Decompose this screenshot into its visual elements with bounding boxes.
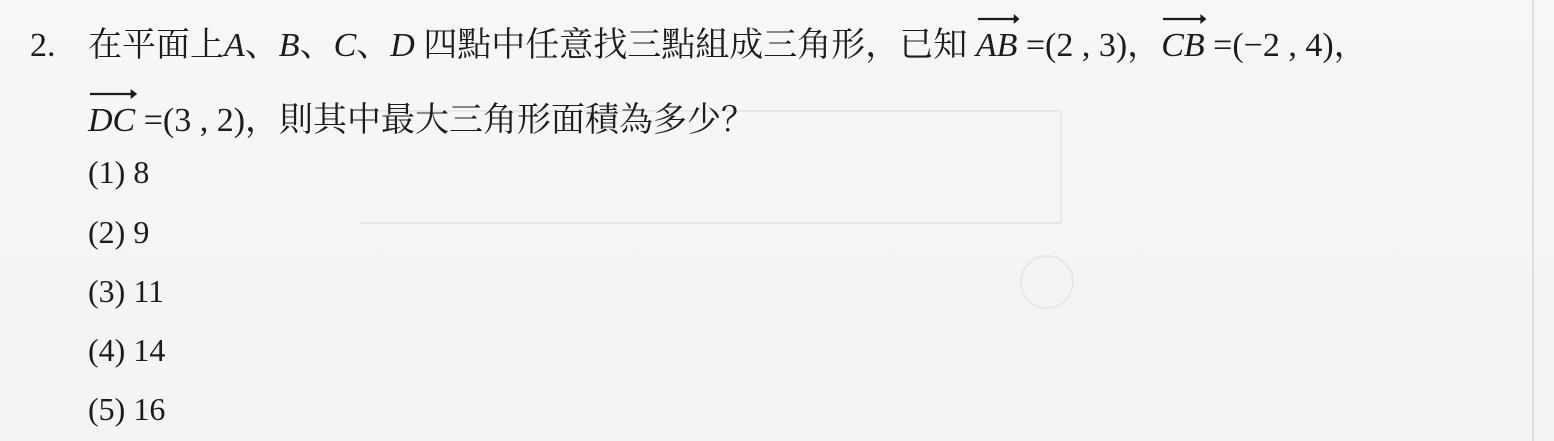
separator: 、 [356,27,391,64]
option-value: 8 [133,154,150,190]
option-label: (1) [88,154,126,190]
vector-arrow-icon [90,89,137,99]
option-value: 14 [133,332,166,368]
option-5[interactable] [88,387,165,431]
option-4[interactable] [88,328,165,372]
option-3[interactable] [88,269,164,313]
question-number: 2. [30,27,56,64]
point-a: A [224,27,245,64]
vector-arrow-icon [1163,14,1206,24]
question-line-2 [88,93,755,149]
option-label: (2) [88,214,126,250]
option-value: 11 [133,273,165,309]
question-middle-text: 四點中任意找三點組成三角形，已知 [414,27,976,64]
bleed-through-circle [1020,255,1074,309]
separator: 、 [299,27,334,64]
point-c: C [333,27,357,64]
vector-dc-value: =(3 , 2)，則其中最大三角形面積為多少？ [135,102,756,139]
vector-cb [1161,18,1204,74]
vector-cb-label: CB [1161,27,1205,64]
option-2[interactable] [88,210,149,254]
question-intro: 在平面上 [88,27,224,64]
vector-ab [976,18,1018,74]
vector-arrow-icon [978,14,1020,24]
option-1[interactable] [88,150,149,194]
point-b: B [278,27,300,64]
option-label: (4) [88,332,126,368]
option-label: (3) [88,273,126,309]
vector-dc-label: DC [88,102,136,139]
separator: 、 [244,27,279,64]
vector-ab-label: AB [975,27,1018,64]
option-value: 9 [133,214,150,250]
vector-dc [88,93,135,149]
vector-ab-value: =(2 , 3)， [1017,27,1162,64]
vector-cb-value: =(−2 , 4)， [1204,27,1368,64]
point-d: D [390,27,415,64]
option-value: 16 [133,391,166,427]
option-label: (5) [88,391,126,427]
page-edge [1532,0,1534,441]
question-line-1 [88,18,1368,74]
